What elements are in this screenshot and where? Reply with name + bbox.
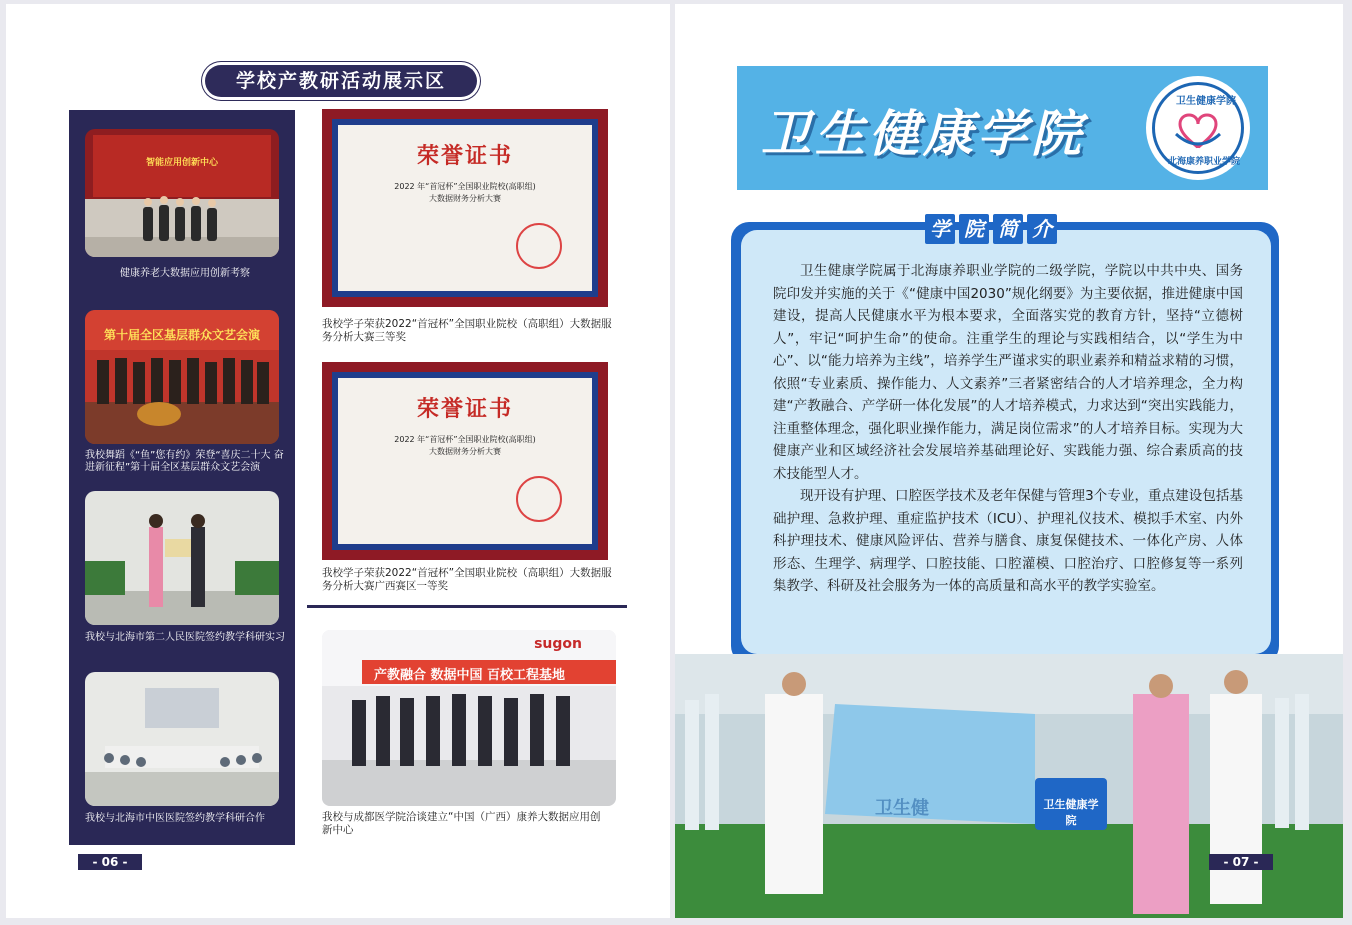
left-page: [6, 4, 670, 918]
photo-image: [85, 129, 279, 257]
students-ceremony-photo: [675, 654, 1343, 918]
logo-text-top: 卫生健康学院: [1176, 96, 1236, 107]
heading-char: 学: [925, 214, 955, 244]
photo-image: [675, 654, 1343, 918]
certificate-line: 2022 年“首冠杯”全国职业院校(高职组): [394, 182, 536, 191]
college-banner: [737, 66, 1268, 190]
photo-dance-performance: [85, 310, 279, 444]
seal-icon: [516, 476, 562, 522]
heading-char: 介: [1027, 214, 1057, 244]
certificate-line: 大数据财务分析大赛: [429, 194, 501, 203]
intro-heading: [919, 214, 1063, 244]
photo-caption: 我校与成都医学院洽谈建立“中国（广西）康养大数据应用创新中心: [322, 811, 601, 836]
certificate-third-prize: [322, 109, 608, 307]
certificate-body: [332, 119, 598, 297]
heading-char: 院: [959, 214, 989, 244]
heading-char: 简: [993, 214, 1023, 244]
certificate-line: 大数据财务分析大赛: [429, 447, 501, 456]
divider: [307, 605, 627, 608]
photo-caption: 健康养老大数据应用创新考察: [120, 268, 250, 279]
photo-banner-text: 第十届全区基层群众文艺会演: [103, 328, 260, 342]
intro-text: [773, 260, 1243, 598]
certificate-caption: 我校学子荣获2022“首冠杯”全国职业院校（高职组）大数据服务分析大赛广西赛区一等奖: [322, 567, 612, 592]
photo-image: [85, 491, 279, 625]
college-sign-text: 卫生健康学院: [1043, 798, 1099, 827]
page-number: - 06 -: [78, 854, 142, 870]
photo-hospital-signing: [85, 491, 279, 625]
photo-caption: 我校与北海市中医医院签约教学科研合作: [85, 813, 265, 824]
certificate-title: 荣誉证书: [416, 396, 513, 422]
college-title: 卫生健康学院: [761, 105, 1085, 163]
photo-image: [322, 630, 616, 806]
photo-banner-text: 产教融合 数据中国 百校工程基地: [374, 668, 566, 683]
intro-paragraph: 现开设有护理、口腔医学技术及老年保健与管理3个专业，重点建设包括基础护理、急救护理、重症监护技术（ICU）、护理礼仪技术、模拟手术室、内外科护理技术、健康风险评估、营养与膳食、康复保健技术、一体化产房、人体形态、生理学、病理学、口腔技能、口腔灌模、口腔治疗、口腔修复等一系列集教学、科研及社会服务为一体的高质量和高水平的教学实验室。: [773, 488, 1243, 594]
photo-industry-base: [322, 630, 616, 806]
certificate-line: 2022 年“首冠杯”全国职业院校(高职组): [394, 435, 536, 444]
photo-tcm-hospital-meeting: [85, 672, 279, 806]
logo-text-bottom: 北海康养职业学院: [1168, 157, 1241, 167]
photo-column: [69, 110, 295, 845]
college-logo: [1146, 76, 1250, 180]
photo-banner-text: 智能应用创新中心: [145, 158, 218, 168]
certificate-first-prize: [322, 362, 608, 560]
photo-caption: 我校舞蹈《“鱼”您有约》荣登“喜庆二十大 奋进新征程”第十届全区基层群众文艺会演: [85, 450, 284, 473]
photo-image: [85, 672, 279, 806]
flag-text: 卫生健: [875, 798, 929, 819]
page-number: - 07 -: [1209, 854, 1273, 870]
seal-icon: [516, 223, 562, 269]
intro-paragraph: 卫生健康学院属于北海康养职业学院的二级学院，学院以中共中央、国务院印发并实施的关于《“健康中国2030”规化纲要》为主要依据，推进健康中国建设，提高人民健康水平为根本要求，全面落实党的教育方针，坚持“立德树人”，牢记“呵护生命”的使命。注重学生的理论与实践相结合，以“学生为中心”、以“能力培养为主线”，培养学生严谨求实的职业素养和精益求精的习惯，依照“专业素质、操作能力、人文素养”三者紧密结合的人才培养理念，全力构建“产教融合、产学研一体化发展”的人才培养模式，力求达到“突出实践能力，注重整体理念，强化职业操作能力，满足岗位需求”的人才培养目标。实现为大健康产业和区域经济社会发展培养基础理论好、实践能力强、综合素质高的技术技能型人才。: [773, 263, 1243, 482]
certificate-title: 荣誉证书: [416, 143, 513, 169]
section-title: 学校产教研活动展示区: [205, 65, 477, 97]
photo-health-bigdata: [85, 129, 279, 257]
certificate-body: [332, 372, 598, 550]
brand-logo-text: sugon: [534, 636, 582, 652]
right-page: [675, 4, 1343, 918]
certificate-caption: 我校学子荣获2022“首冠杯”全国职业院校（高职组）大数据服务分析大赛三等奖: [322, 318, 612, 343]
photo-caption: 我校与北海市第二人民医院签约教学科研实习: [85, 632, 285, 643]
